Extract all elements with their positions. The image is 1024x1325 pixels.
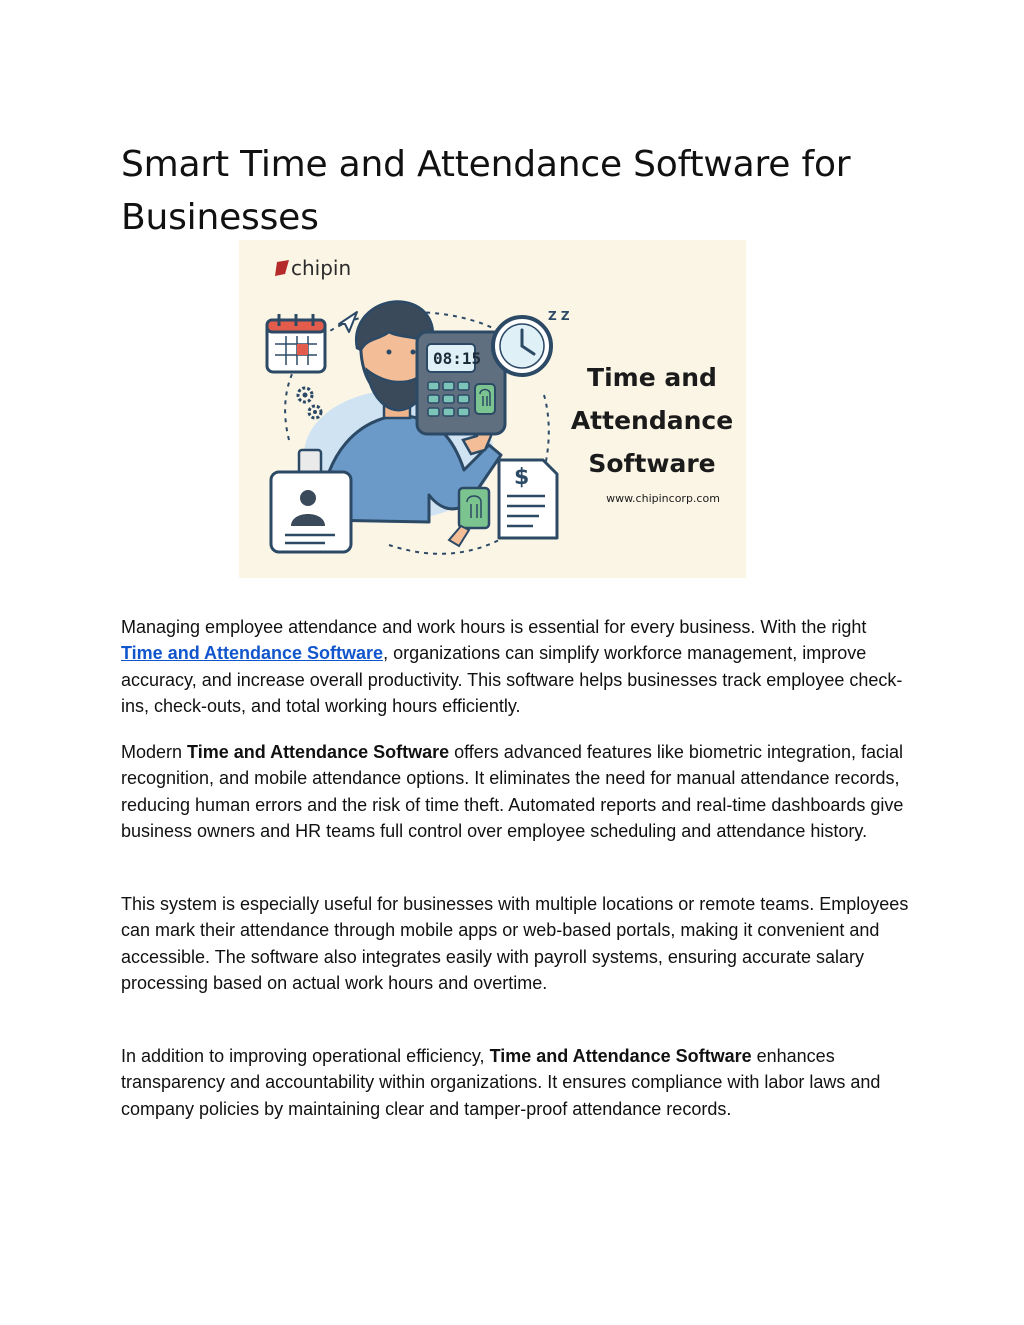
- paragraph-4-rest: enhances transparency and accountability within organizations. It ensures compliance with labor laws and company policies by maintaining clear and tamper-proof attendance records.: [121, 1046, 881, 1119]
- sleep-letters: Z Z: [548, 309, 570, 323]
- paragraph-4-bold: Time and Attendance Software: [489, 1046, 752, 1066]
- paragraph-2-bold: Time and Attendance Software: [187, 742, 450, 762]
- gear-icon: [298, 388, 321, 418]
- banner-url: www.chipincorp.com: [606, 492, 720, 505]
- paper-plane-icon: [339, 312, 357, 332]
- paragraph-4: [121, 1043, 911, 1122]
- paragraph-4-intro: In addition to improving operational efficiency,: [121, 1046, 490, 1066]
- paragraph-2-rest: offers advanced features like biometric integration, facial recognition, and mobile attendance options. It eliminates the need for manual attendance records, reducing human errors and the risk of time theft. Automated reports and real-time dashboards give business owners and HR teams full control over employee scheduling and attendance history.: [121, 742, 904, 841]
- paragraph-1: [121, 614, 911, 719]
- clock-icon: [493, 309, 570, 375]
- device-time: 08:15: [433, 349, 482, 368]
- paragraph-2: [121, 739, 911, 844]
- time-attendance-link[interactable]: Time and Attendance Software: [121, 643, 384, 664]
- invoice-document-icon: [499, 460, 557, 538]
- paragraph-2-intro: Modern: [121, 742, 188, 762]
- logo-text: chipin: [291, 256, 352, 280]
- page-title: Smart Time and Attendance Software for Businesses: [121, 144, 851, 238]
- calendar-icon: [267, 314, 325, 372]
- banner-heading-line-1: Time and: [587, 363, 717, 392]
- banner-heading-line-3: Software: [588, 449, 716, 478]
- chipin-logo: [275, 256, 351, 280]
- banner-illustration: [239, 240, 746, 578]
- currency-symbol: $: [514, 465, 530, 490]
- hero-banner-image: [239, 240, 746, 578]
- banner-heading-line-2: Attendance: [570, 406, 734, 435]
- paragraph-1-rest: , organizations can simplify workforce management, improve accuracy, and increase overall productivity. This software helps businesses track employee check-ins, check-outs, and total working hours efficiently.: [121, 643, 903, 716]
- paragraph-1-intro: Managing employee attendance and work hours is essential for every business. With the right: [121, 617, 867, 637]
- paragraph-3: This system is especially useful for businesses with multiple locations or remote teams. Employees can mark their attendance through mobile apps or web-based portals, making it convenient and accessible. The software also integrates easily with payroll systems, ensuring accurate salary processing based on actual work hours and overtime.: [121, 894, 909, 993]
